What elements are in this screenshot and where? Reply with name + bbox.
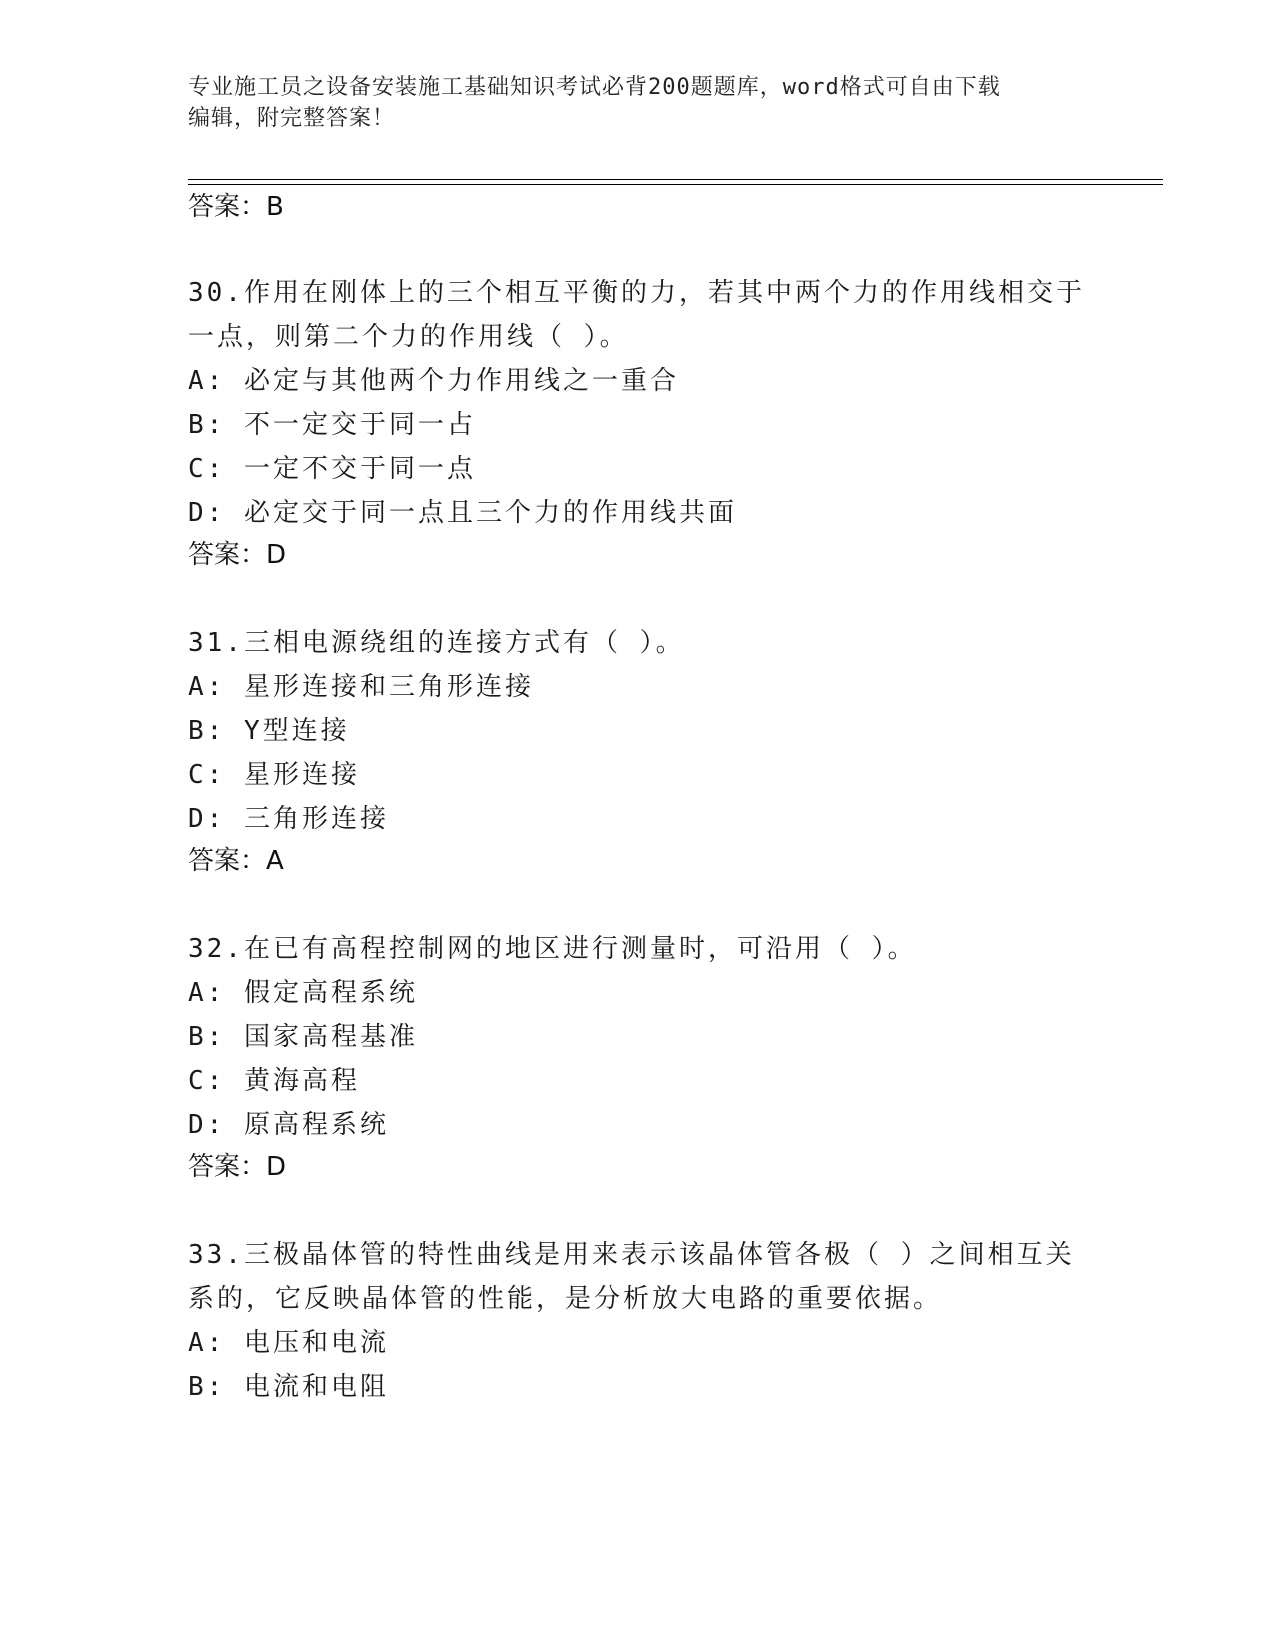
question-30-stem-line-2: 一点，则第二个力的作用线（ ）。	[188, 322, 629, 352]
question-30-option-c: C: 一定不交于同一点	[188, 454, 476, 484]
question-31-answer: 答案：A	[188, 846, 284, 876]
question-33-stem-line-1: 33.三极晶体管的特性曲线是用来表示该晶体管各极（ ）之间相互关	[188, 1240, 1075, 1270]
header-line-2: 编辑，附完整答案！	[188, 106, 396, 131]
header-divider-top	[188, 179, 1163, 180]
question-31-option-d: D: 三角形连接	[188, 804, 389, 834]
question-32-stem: 32.在已有高程控制网的地区进行测量时，可沿用（ ）。	[188, 934, 917, 964]
question-33-option-a: A: 电压和电流	[188, 1328, 389, 1358]
question-30-option-d: D: 必定交于同一点且三个力的作用线共面	[188, 498, 737, 528]
question-30-stem-line-1: 30.作用在刚体上的三个相互平衡的力，若其中两个力的作用线相交于	[188, 278, 1085, 308]
question-32-answer: 答案：D	[188, 1152, 287, 1182]
question-33-option-b: B: 电流和电阻	[188, 1372, 389, 1402]
question-30-answer: 答案：D	[188, 540, 287, 570]
question-32-option-c: C: 黄海高程	[188, 1066, 360, 1096]
question-31-option-c: C: 星形连接	[188, 760, 360, 790]
header-divider-bottom	[188, 184, 1163, 185]
question-32-option-a: A: 假定高程系统	[188, 978, 418, 1008]
question-31-stem: 31.三相电源绕组的连接方式有（ ）。	[188, 628, 685, 658]
previous-answer: 答案：B	[188, 192, 284, 222]
question-30-option-b: B: 不一定交于同一占	[188, 410, 476, 440]
question-30-option-a: A: 必定与其他两个力作用线之一重合	[188, 366, 679, 396]
header-line-1: 专业施工员之设备安装施工基础知识考试必背200题题库，word格式可自由下载	[188, 75, 1001, 100]
question-32-option-b: B: 国家高程基准	[188, 1022, 418, 1052]
question-32-option-d: D: 原高程系统	[188, 1110, 389, 1140]
question-31-option-b: B: Y型连接	[188, 716, 350, 746]
question-33-stem-line-2: 系的，它反映晶体管的性能，是分析放大电路的重要依据。	[188, 1284, 943, 1314]
question-31-option-a: A: 星形连接和三角形连接	[188, 672, 534, 702]
document-header	[188, 72, 1078, 134]
